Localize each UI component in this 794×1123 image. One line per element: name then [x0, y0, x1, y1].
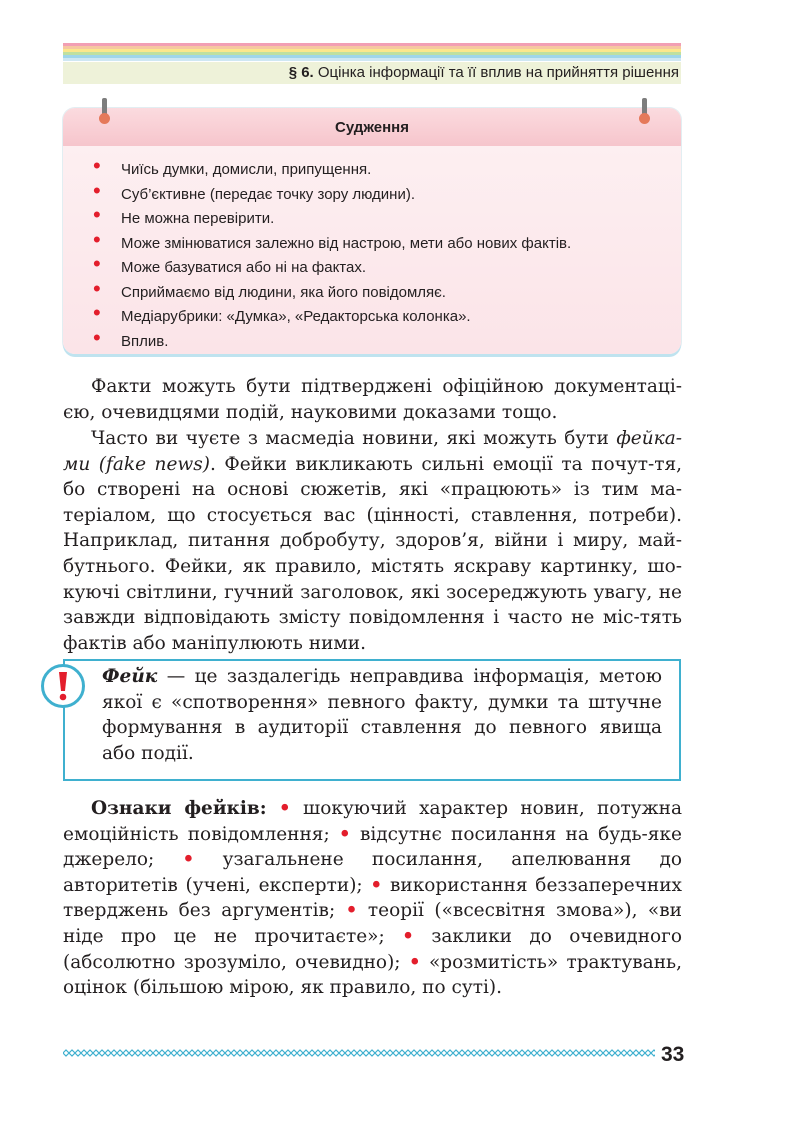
header-color-stripes	[63, 43, 681, 61]
list-item: • Медіарубрики: «Думка», «Редакторська колонка».	[93, 305, 571, 330]
list-item: • Сприймаємо від людини, яка його повідомляє.	[93, 281, 571, 306]
sign-item: заклики до очевидного (абсолютно зрозуміло, очевидно);	[63, 925, 682, 973]
list-item: • Вплив.	[93, 330, 571, 355]
footer-wave-ornament	[63, 1048, 655, 1058]
judgement-body	[63, 146, 681, 354]
page-number: 33	[661, 1043, 685, 1066]
judgement-title: Судження	[63, 108, 681, 146]
judgement-box	[63, 108, 681, 354]
list-item: • Може змінюватися залежно від настрою, мети або нових фактів.	[93, 232, 571, 257]
exclamation-icon	[41, 664, 85, 708]
pin-icon	[99, 98, 111, 126]
sign-item: відсутнє посилання на будь-яке джерело;	[63, 823, 682, 871]
sign-item: шокуючий характер новин, потужна емоційність повідомлення;	[63, 798, 682, 845]
sign-item: «розмитість» трактувань, оцінок (більшою мірою, як правило, по суті).	[63, 951, 682, 999]
fake-news-term: фейка-ми (fake news)	[63, 428, 682, 475]
list-item: • Може базуватися або ні на фактах.	[93, 256, 571, 281]
sign-item: теорії («всесвітня змова»), «ви ніде про це не прочитаєте»;	[63, 900, 682, 947]
paragraph-fakes	[63, 426, 682, 656]
sign-item: узагальнене посилання, апелювання до авторитетів (учені, експерти);	[63, 849, 682, 896]
paragraph-fakes-rest: . Фейки викликають сильні емоції та почут-тя, бо створені на основі сюжетів, які «працюють» із тим ма-теріалом, що стосується вас (цінності, ставлення, потреби). Наприклад, питання добробуту, здоров’я, війни і миру, май-бутнього. Фейки, як правило, містять яскраву картинку, шо-куючі світлини, гучний заголовок, які зосереджують увагу, не завжди відповідають змісту повідомлення і часто не міс-тять фактів або маніпулюють ними.	[63, 453, 682, 654]
running-header	[63, 62, 681, 84]
paragraph-fakes-start: Часто ви чуєте з масмедіа новини, які можуть бути	[91, 428, 617, 449]
definition-text	[102, 664, 662, 766]
list-item: • Не можна перевірити.	[93, 207, 571, 232]
definition-body: — це заздалегідь неправдива інформація, метою якої є «спотворення» певного факту, думки та штучне формування в аудиторії ставлення до певного явища або події.	[102, 666, 662, 764]
sign-item: використання беззаперечних тверджень без аргументів;	[63, 874, 682, 922]
signs-heading: Ознаки фейків:	[91, 798, 267, 819]
section-number: § 6.	[288, 64, 314, 81]
list-item: • Суб’єктивне (передає точку зору людини).	[93, 183, 571, 208]
paragraph-facts: Факти можуть бути підтверджені офіційною документаці-єю, очевидцями подій, науковими доказами тощо.	[63, 376, 682, 423]
definition-term: Фейк	[102, 666, 158, 687]
pin-icon	[639, 98, 651, 126]
fake-signs-paragraph: Ознаки фейків: • шокуючий характер новин, потужна емоційність повідомлення; • відсутнє посилання на будь-яке джерело; • узагальнене посилання, апелювання до авторитетів (учені, експерти); • використання беззаперечних тверджень без аргументів; • теорії («всесвітня змова»), «ви ніде про це не прочитаєте»; • заклики до очевидного (абсолютно зрозуміло, очевидно); • «розмитість» трактувань, оцінок (більшою мірою, як правило, по суті).	[63, 798, 682, 999]
list-item: • Чиїсь думки, домисли, припущення.	[93, 158, 571, 183]
judgement-list	[93, 158, 571, 354]
section-title: Оцінка інформації та її вплив на прийняття рішення	[317, 64, 679, 81]
